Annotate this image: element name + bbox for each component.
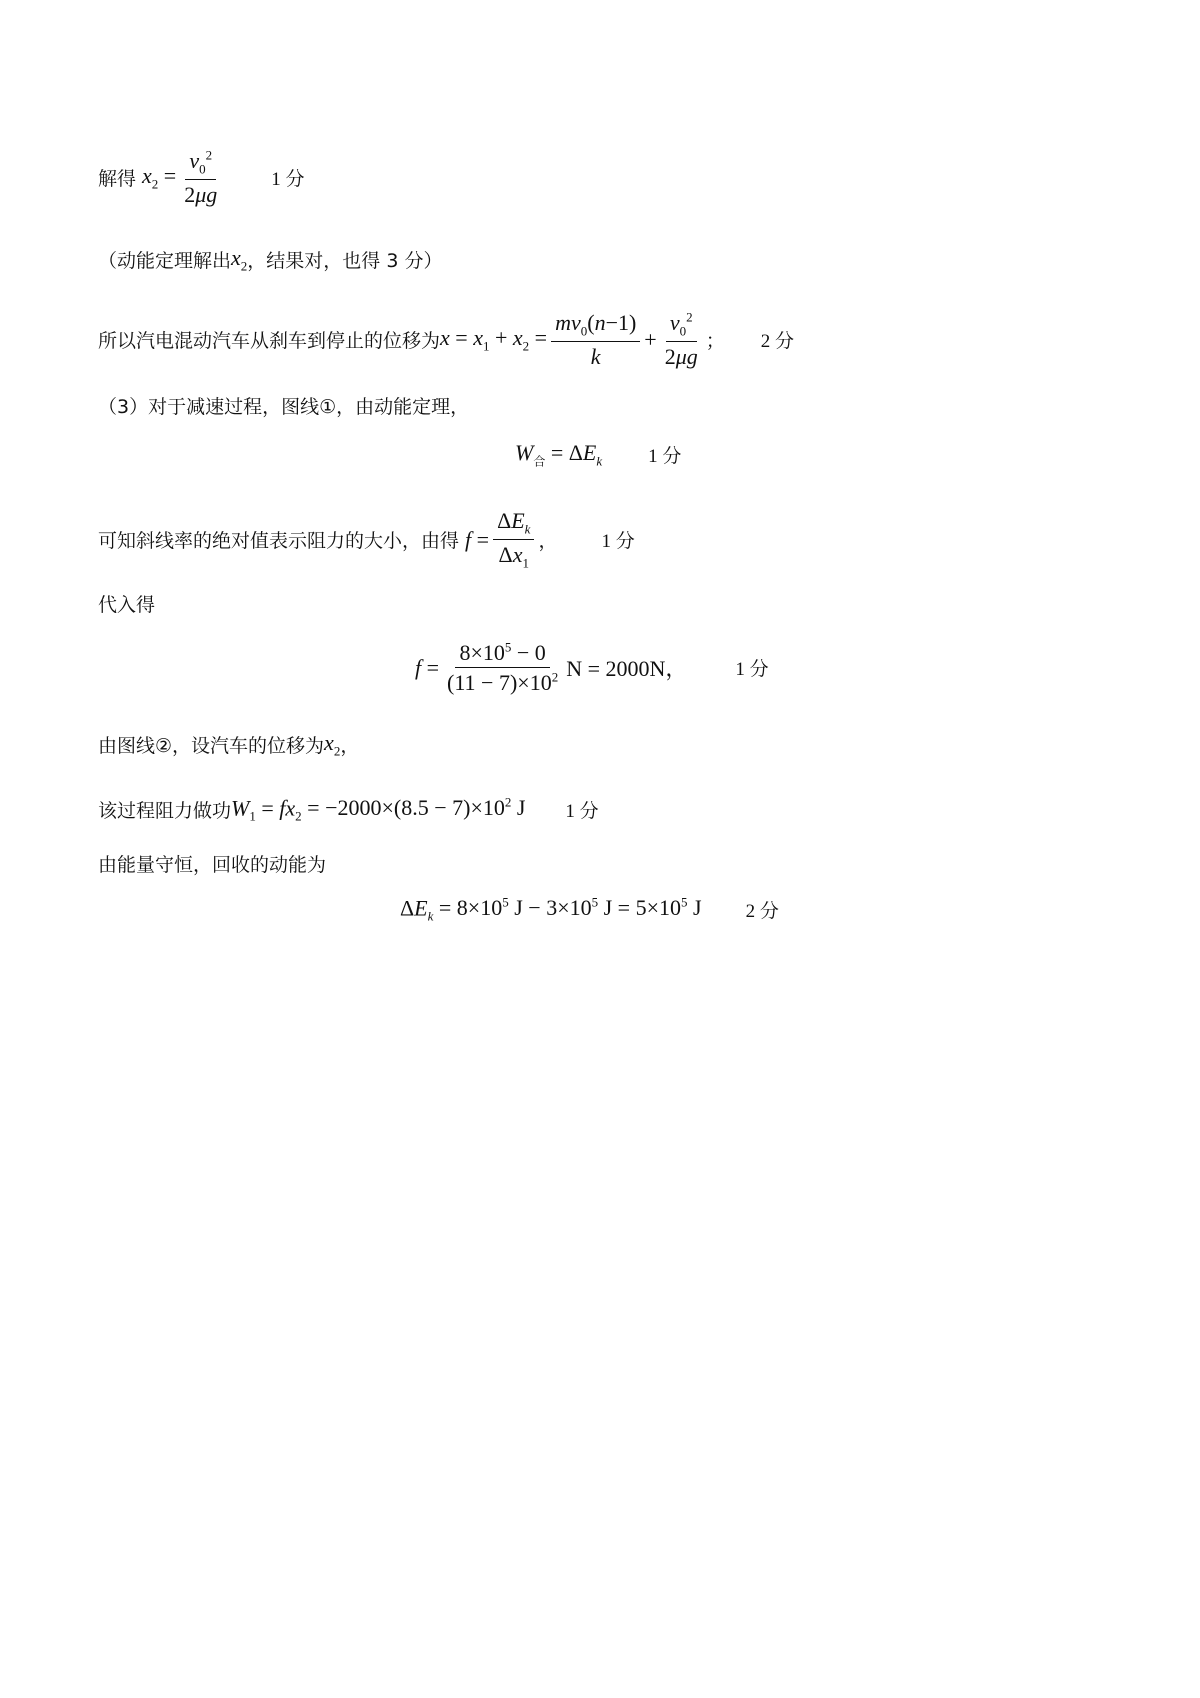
equation-f: f = <box>415 654 440 680</box>
result-text: N = 2000N， <box>566 656 688 682</box>
fraction-delta-ek-over-delta-x1: $\frac{\Delta E_k}{\Delta x_1}$ <box>493 508 534 572</box>
score-label: 2 分 <box>745 901 779 923</box>
equation-line-recovered-energy <box>400 895 779 925</box>
score-label: 1 分 <box>601 531 635 553</box>
equation-f: f = <box>465 526 490 552</box>
solution-line-x2 <box>98 148 305 208</box>
equation-line-work-energy <box>515 440 681 469</box>
solution-line-total-displacement: 所以汽电混动汽车从刹车到停止的位移为 $x = x_1 + x_2$ = $\frac{mv_0(n-1)}{k}$ + $\frac{v_0^2}{2\mu g}$ ； 2 分 <box>98 309 795 370</box>
solution-line-work <box>98 795 599 825</box>
text-line-graph-2 <box>98 730 359 759</box>
fraction-mv0-over-k: $\frac{mv_0(n-1)}{k}$ <box>551 310 640 370</box>
note-line-energy-theorem <box>98 245 442 274</box>
note-text-b: ，结果对，也得 3 分） <box>247 250 443 273</box>
equation-w-delta-ek: $W_合 = \Delta E_k$ <box>515 440 603 469</box>
line-prefix: 所以汽电混动汽车从刹车到停止的位移为 <box>98 330 441 353</box>
section-text: （3）对于减速过程，图线①，由动能定理， <box>98 396 470 418</box>
text: 代入得 <box>98 594 156 616</box>
line-prefix: 由图线②，设汽车的位移为 <box>98 735 325 758</box>
score-label: 2 分 <box>760 331 795 353</box>
equation-delta-ek: $\Delta E_k = 8\times 10^5$ $J - 3\times 10^5$ $J = 5\times 10^5$ J <box>400 895 702 924</box>
note-text-a: （动能定理解出 <box>98 250 232 273</box>
equation-w1: $W_1 = fx_2 = -2000\times(8.5 - 7)\times 10^2$ J <box>231 795 526 824</box>
var-x2: $x_2$ <box>324 730 341 759</box>
line-prefix: 该过程阻力做功 <box>98 800 232 823</box>
score-label: 1 分 <box>271 169 305 191</box>
score-label: 1 分 <box>735 659 769 681</box>
solution-line-friction-formula <box>98 508 635 572</box>
equation-x2: $x_2$ = <box>142 163 177 192</box>
score-label: 1 分 <box>648 446 682 468</box>
var-x2: $x_2$ <box>231 245 248 274</box>
line-suffix: ， <box>538 530 558 553</box>
text: 由能量守恒，回收的动能为 <box>98 854 327 876</box>
fraction-v0-over-2mug: $\frac{v_0^2}{2\mu g}$ <box>184 147 218 208</box>
equation-x-sum: $x = x_1 + x_2$ = <box>440 325 548 354</box>
fraction-numeric: $\frac{8\times 10^5 - 0}{(11 - 7)\times 10^2}$ <box>447 639 559 696</box>
line-suffix: ， <box>340 735 360 758</box>
score-label: 1 分 <box>565 801 599 823</box>
fraction-v0-over-2mug: $\frac{v_0^2}{2\mu g}$ <box>664 309 698 370</box>
equation-line-friction-value <box>415 640 769 696</box>
section-line-3 <box>98 392 469 419</box>
text-line-energy-conservation <box>98 850 326 877</box>
line-prefix: 解得 <box>98 168 137 191</box>
text-line-substitute <box>98 590 155 617</box>
line-prefix: 可知斜线率的绝对值表示阻力的大小，由得 <box>98 530 460 553</box>
line-suffix: ； <box>705 330 725 353</box>
